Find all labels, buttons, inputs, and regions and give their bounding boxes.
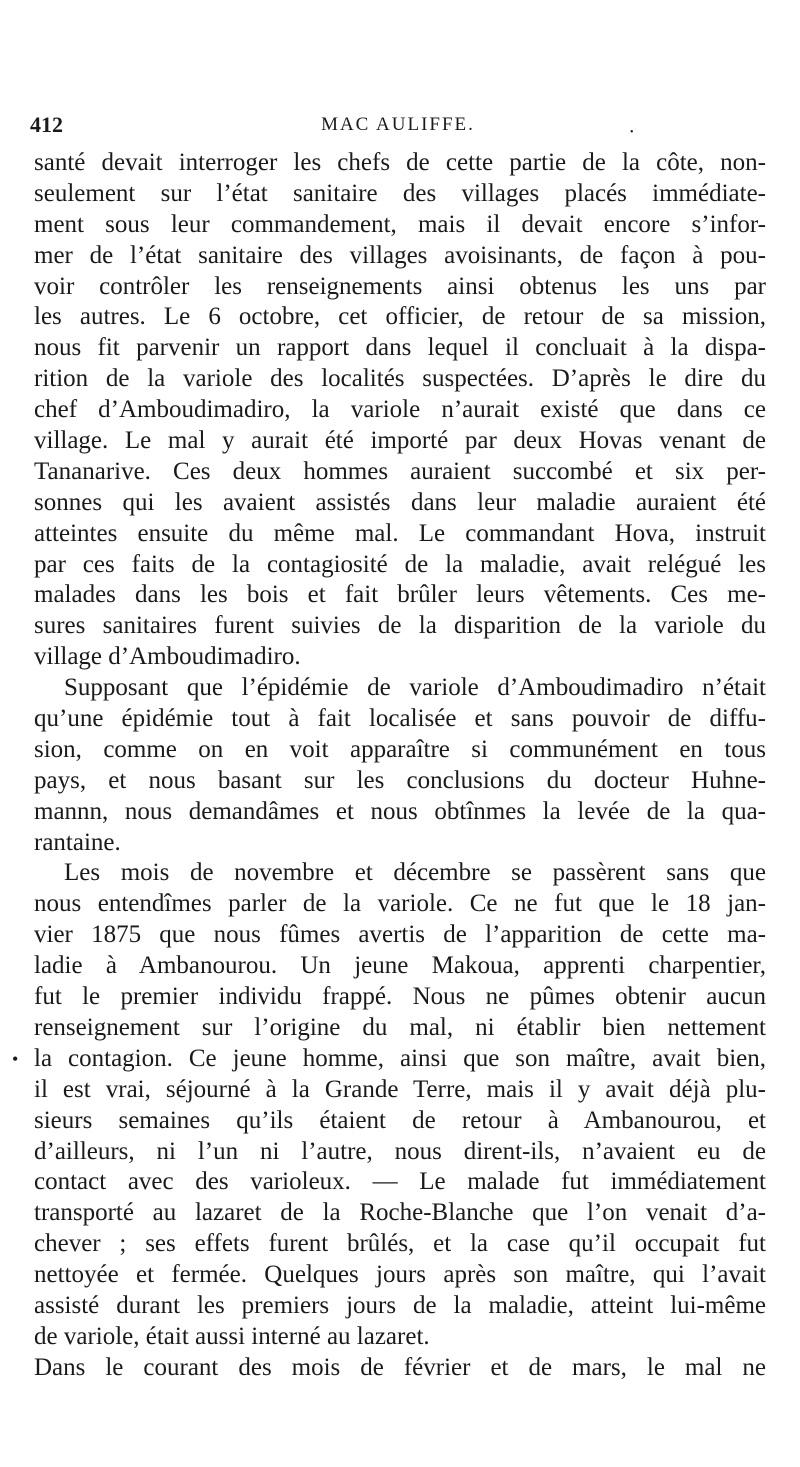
text-line: les autres. Le 6 octobre, cet officier, de retour de sa mission, — [34, 303, 766, 331]
text-line: vier 1875 que nous fûmes avertis de l’apparition de cette ma- — [34, 921, 766, 949]
text-line: rition de la variole des localités suspectées. D’après le dire du — [34, 365, 766, 393]
text-line: Les mois de novembre et décembre se passèrent sans que — [64, 859, 766, 887]
text-line: il est vrai, séjourné à la Grande Terre, mais il y avait déjà plu- — [34, 1075, 766, 1103]
running-title: MAC AULIFFE. — [321, 114, 475, 135]
paragraph — [34, 858, 766, 1352]
text-line: chever ; ses effets furent brûlés, et la case qu’il occupait fut — [34, 1230, 766, 1258]
text-line: transporté au lazaret de la Roche-Blanche que l’on venait d’a- — [34, 1199, 766, 1227]
text-line: mer de l’état sanitaire des villages avoisinants, de façon à pou- — [34, 241, 766, 269]
text-line: sures sanitaires furent suivies de la disparition de la variole du — [34, 612, 766, 640]
text-line: voir contrôler les renseignements ainsi obtenus les uns par — [34, 272, 766, 300]
text-line: ment sous leur commandement, mais il devait encore s’infor- — [34, 210, 766, 238]
text-line: fut le premier individu frappé. Nous ne pûmes obtenir aucun — [34, 983, 766, 1011]
text-line: qu’une épidémie tout à fait localisée et sans pouvoir de diffu- — [34, 705, 766, 733]
text-line: sion, comme on en voit apparaître si communément en tous — [34, 735, 766, 763]
text-line: village d’Amboudimadiro. — [34, 643, 301, 671]
text-line: pays, et nous basant sur les conclusions du docteur Huhne- — [34, 766, 766, 794]
text-line: la contagion. Ce jeune homme, ainsi que son maître, avait bien, — [34, 1044, 766, 1072]
paragraph — [34, 1353, 766, 1384]
text-line: de variole, était aussi interné au lazaret. — [34, 1322, 430, 1350]
text-line: nous entendîmes parler de la variole. Ce ne fut que le 18 jan- — [34, 890, 766, 918]
page-number: 412 — [30, 112, 63, 137]
text-line: d’ailleurs, ni l’un ni l’autre, nous dirent-ils, n’avaient eu de — [34, 1137, 766, 1165]
text-line: seulement sur l’état sanitaire des villages placés immédiate- — [34, 179, 766, 207]
text-line: renseignement sur l’origine du mal, ni établir bien nettement — [34, 1013, 766, 1041]
top-dot-mark: • — [630, 127, 634, 138]
text-line: village. Le mal y aurait été importé par deux Hovas venant de — [34, 427, 766, 455]
text-line: assisté durant les premiers jours de la maladie, atteint lui-même — [34, 1291, 766, 1319]
text-line: Dans le courant des mois de février et de mars, le mal ne — [34, 1353, 766, 1381]
text-line: santé devait interroger les chefs de cette partie de la côte, non- — [34, 149, 766, 176]
text-line: ladie à Ambanourou. Un jeune Makoua, apprenti charpentier, — [34, 952, 766, 980]
body-text — [34, 148, 766, 1384]
margin-bullet-mark: • — [12, 1049, 19, 1069]
text-line: sieurs semaines qu’ils étaient de retour à Ambanourou, et — [34, 1106, 766, 1134]
text-line: malades dans les bois et fait brûler leurs vêtements. Ces me- — [34, 581, 766, 609]
text-line: rantaine. — [34, 828, 121, 856]
text-line: atteintes ensuite du même mal. Le commandant Hova, instruit — [34, 519, 766, 547]
text-line: chef d’Amboudimadiro, la variole n’aurait existé que dans ce — [34, 396, 766, 424]
text-line: Tananarive. Ces deux hommes auraient succombé et six per- — [34, 457, 766, 485]
text-line: par ces faits de la contagiosité de la maladie, avait relégué les — [34, 550, 766, 578]
paragraph — [34, 673, 766, 858]
text-line: Supposant que l’épidémie de variole d’Amboudimadiro n’était — [64, 674, 766, 702]
text-line: nettoyée et fermée. Quelques jours après son maître, qui l’avait — [34, 1261, 766, 1289]
text-line: nous fit parvenir un rapport dans lequel il concluait à la dispa- — [34, 334, 766, 362]
text-line: mannn, nous demandâmes et nous obtînmes la levée de la qua- — [34, 797, 766, 825]
paragraph — [34, 148, 766, 673]
text-line: contact avec des varioleux. — Le malade fut immédiatement — [34, 1168, 766, 1196]
page-header — [30, 112, 766, 142]
text-line: sonnes qui les avaient assistés dans leur maladie auraient été — [34, 488, 766, 516]
